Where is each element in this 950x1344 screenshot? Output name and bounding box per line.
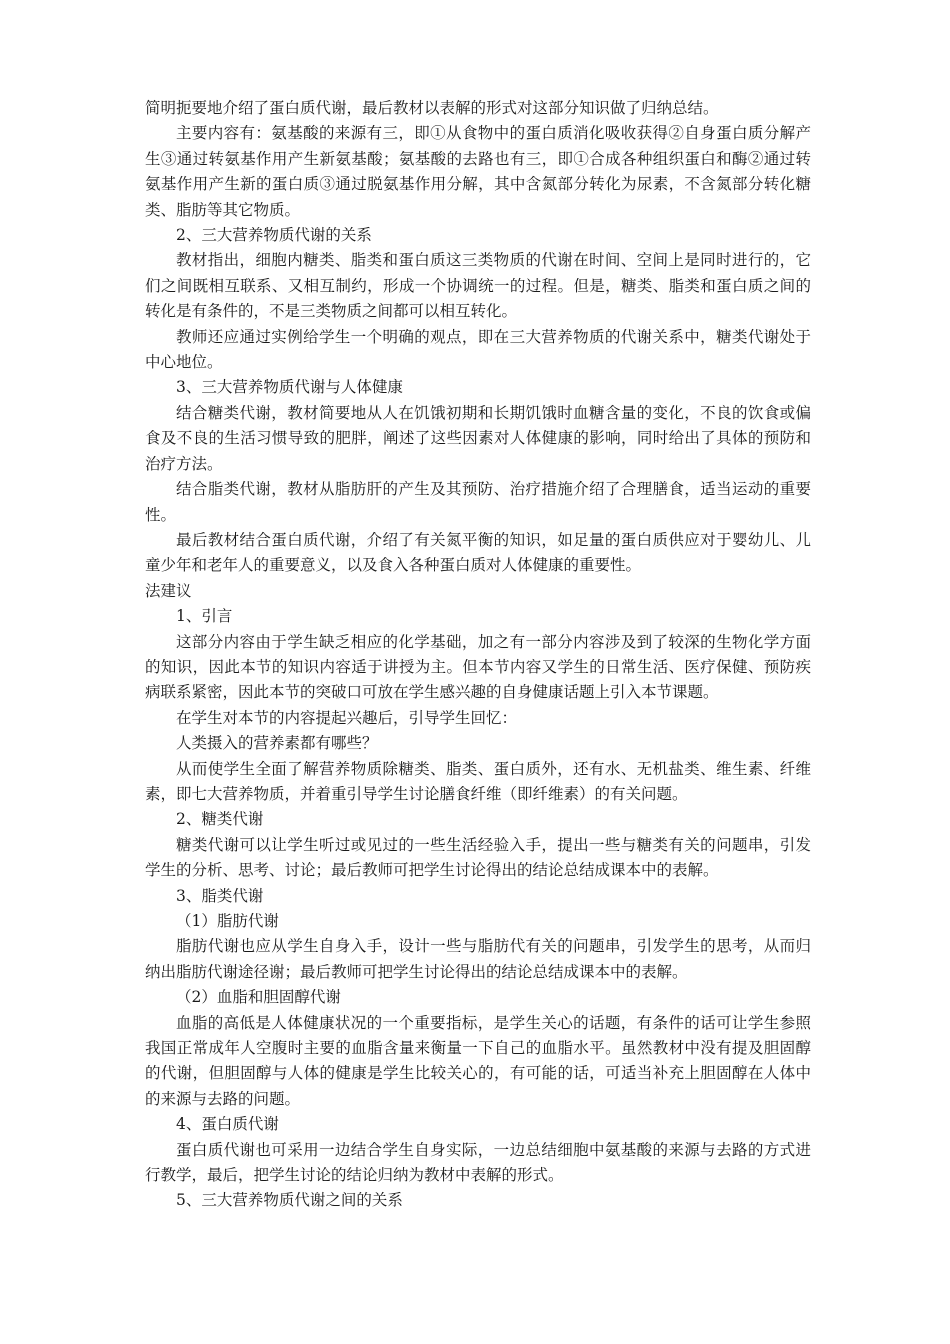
paragraph: 糖类代谢可以让学生听过或见过的一些生活经验入手，提出一些与糖类有关的问题串，引发学生的分析、思考、讨论；最后教师可把学生讨论得出的结论总结成课本中的表解。 [145,835,811,880]
paragraph: 人类摄入的营养素都有哪些？ [176,734,378,753]
section-heading: 5、三大营养物质代谢之间的关系 [176,1191,403,1210]
section-heading: 3、三大营养物质代谢与人体健康 [176,378,403,397]
paragraph: 教材指出，细胞内糖类、脂类和蛋白质这三类物质的代谢在时间、空间上是同时进行的，它们之间既相互联系、又相互制约，形成一个协调统一的过程。但是，糖类、脂类和蛋白质之间的转化是有条件的，不是三类物质之间都可以相互转化。 [145,251,811,321]
paragraph: 这部分内容由于学生缺乏相应的化学基础，加之有一部分内容涉及到了较深的生物化学方面的知识，因此本节的知识内容适于讲授为主。但本节内容又学生的日常生活、医疗保健、预防疾病联系紧密，因此本节的突破口可放在学生感兴趣的自身健康话题上引入本节课题。 [145,632,811,702]
section-heading: 2、三大营养物质代谢的关系 [176,226,372,245]
document-body [145,96,811,1214]
section-heading: （2）血脂和胆固醇代谢 [176,988,341,1007]
paragraph: 简明扼要地介绍了蛋白质代谢，最后教材以表解的形式对这部分知识做了归纳总结。 [145,99,719,117]
section-heading: 1、引言 [176,607,233,626]
paragraph: 蛋白质代谢也可采用一边结合学生自身实际，一边总结细胞中氨基酸的来源与去路的方式进行教学，最后，把学生讨论的结论归纳为教材中表解的形式。 [145,1140,811,1185]
paragraph: 在学生对本节的内容提起兴趣后，引导学生回忆： [176,708,518,727]
section-heading: 3、脂类代谢 [176,886,264,905]
paragraph: 结合糖类代谢，教材简要地从人在饥饿初期和长期饥饿时血糖含量的变化，不良的饮食或偏食及不良的生活习惯导致的肥胖，阐述了这些因素对人体健康的影响，同时给出了具体的预防和治疗方法。 [145,403,811,473]
paragraph: 结合脂类代谢，教材从脂肪肝的产生及其预防、治疗措施介绍了合理膳食，适当运动的重要性。 [145,480,811,524]
paragraph: 主要内容有：氨基酸的来源有三，即①从食物中的蛋白质消化吸收获得②自身蛋白质分解产生③通过转氨基作用产生新氨基酸；氨基酸的去路也有三，即①合成各种组织蛋白和酶②通过转氨基作用产生新的蛋白质③通过脱氨基作用分解，其中含氮部分转化为尿素，不含氮部分转化糖类、脂肪等其它物质。 [145,124,811,219]
paragraph: 法建议 [145,581,192,600]
paragraph: 血脂的高低是人体健康状况的一个重要指标，是学生关心的话题，有条件的话可让学生参照我国正常成年人空腹时主要的血脂含量来衡量一下自己的血脂水平。虽然教材中没有提及胆固醇的代谢，但胆固醇与人体的健康是学生比较关心的，有可能的话，可适当补充上胆固醇在人体中的来源与去路的问题。 [145,1013,811,1108]
section-heading: 2、糖类代谢 [176,810,264,829]
paragraph: 教师还应通过实例给学生一个明确的观点，即在三大营养物质的代谢关系中，糖类代谢处于中心地位。 [145,327,811,372]
paragraph: 从而使学生全面了解营养物质除糖类、脂类、蛋白质外，还有水、无机盐类、维生素、纤维素，即七大营养物质，并着重引导学生讨论膳食纤维（即纤维素）的有关问题。 [145,759,811,803]
section-heading: （1）脂肪代谢 [176,912,279,930]
section-heading: 4、蛋白质代谢 [176,1115,279,1134]
paragraph: 脂肪代谢也应从学生自身入手，设计一些与脂肪代有关的问题串，引发学生的思考，从而归纳出脂肪代谢途径谢；最后教师可把学生讨论得出的结论总结成课本中的表解。 [145,937,811,981]
paragraph: 最后教材结合蛋白质代谢，介绍了有关氮平衡的知识，如足量的蛋白质供应对于婴幼儿、儿童少年和老年人的重要意义，以及食入各种蛋白质对人体健康的重要性。 [145,530,811,575]
